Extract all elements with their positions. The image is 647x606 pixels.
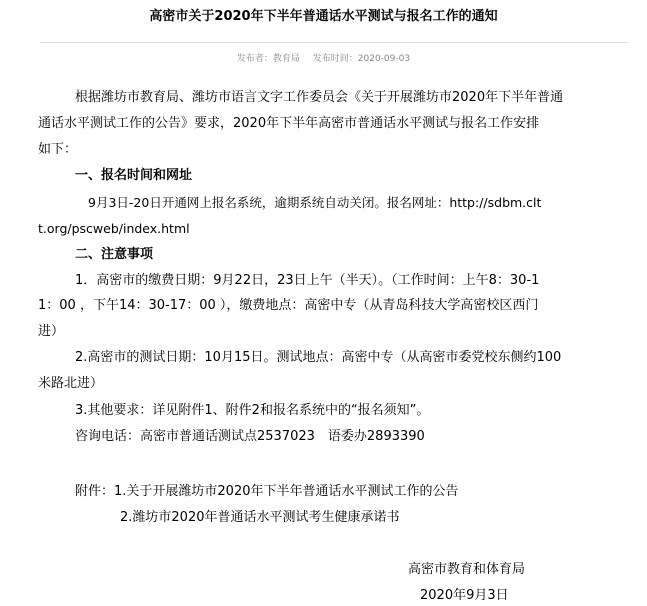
intro-line-3: 如下： (38, 142, 78, 157)
attachment-1: 附件：1.关于开展潍坊市2020年下半年普通话水平测试工作的公告 (75, 484, 459, 499)
intro-line-1: 根据潍坊市教育局、潍坊市语言文字工作委员会《关于开展潍坊市2020年下半年普通 (75, 90, 564, 105)
notice-meta (0, 53, 647, 65)
notice-title: 高密市关于2020年下半年普通话水平测试与报名工作的通知 (149, 9, 498, 24)
registration-line-2: t.org/pscweb/index.html (38, 221, 190, 236)
contact-phones: 咨询电话：高密市普通话测试点2537023 语委办2893390 (75, 429, 425, 444)
title-divider (40, 42, 628, 43)
signature-date: 2020年9月3日 (420, 588, 509, 603)
section-heading-notes: 二、注意事项 (75, 247, 154, 262)
note-2-line-1: 2.高密市的测试日期：10月15日。测试地点：高密中专（从高密市委党校东侧约100 (75, 350, 562, 365)
note-1-line-3: 进） (38, 324, 65, 339)
note-1-line-1: 1．高密市的缴费日期：9月22日，23日上午（半天）。（工作时间：上午8：30-1 (75, 273, 540, 288)
intro-line-2: 通话水平测试工作的公告》要求，2020年下半年高密市普通话水平测试与报名工作安排 (38, 116, 540, 131)
registration-line-1: 9月3日-20日开通网上报名系统，逾期系统自动关闭。报名网址：http://sdbm.clt (88, 195, 542, 210)
attachment-2: 2.潍坊市2020年普通话水平测试考生健康承诺书 (120, 510, 400, 525)
section-heading-registration: 一、报名时间和网址 (75, 168, 193, 183)
note-2-line-2: 米路北进） (38, 376, 104, 391)
note-3: 3.其他要求：详见附件1、附件2和报名系统中的“报名须知”。 (75, 403, 430, 418)
note-1-line-2: 1：00 ，下午14：30-17：00 ），缴费地点：高密中专（从青岛科技大学高密校区西门 (38, 298, 539, 313)
signature-organization: 高密市教育和体育局 (408, 562, 526, 577)
publish-time-label: 发布时间：2020-09-03 (312, 54, 411, 64)
publisher-label: 发布者：教育局 (236, 54, 300, 64)
